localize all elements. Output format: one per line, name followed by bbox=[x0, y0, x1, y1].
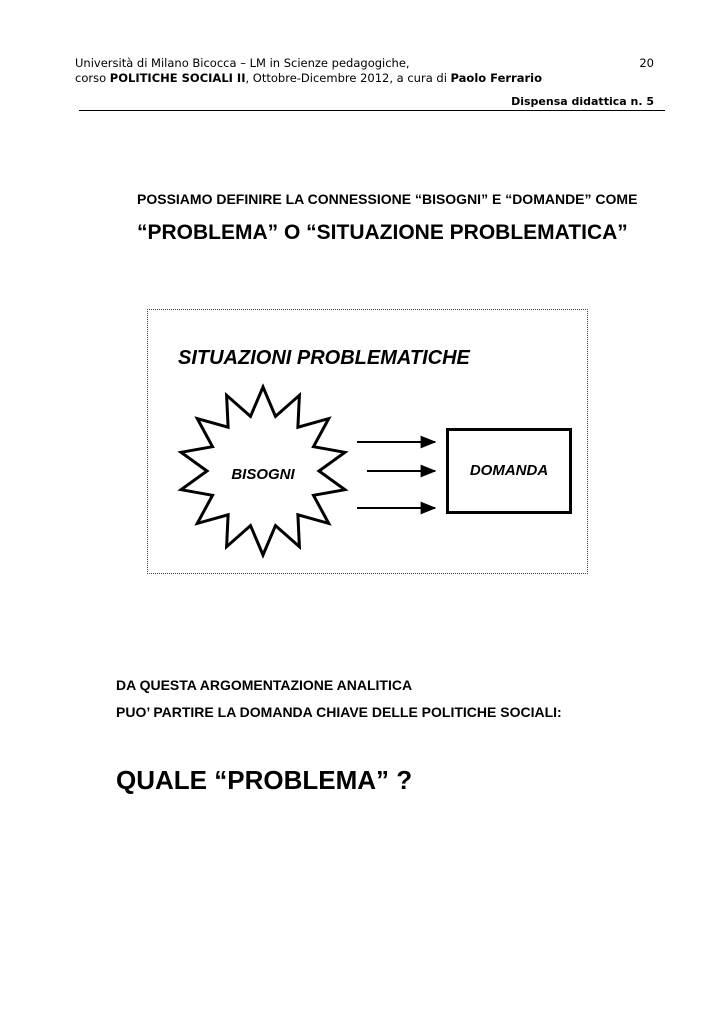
diagram-title: SITUAZIONI PROBLEMATICHE bbox=[178, 347, 470, 369]
conclusion-line-1: DA QUESTA ARGOMENTAZIONE ANALITICA bbox=[116, 677, 413, 693]
intro-line-2: “PROBLEMA” O “SITUAZIONE PROBLEMATICA” bbox=[137, 221, 628, 244]
dispensa-label: Dispensa didattica n. 5 bbox=[511, 95, 654, 108]
header-institution: Università di Milano Bicocca – LM in Scienze pedagogiche, bbox=[75, 56, 410, 70]
bisogni-label: BISOGNI bbox=[231, 466, 295, 483]
header-course-prefix: corso bbox=[75, 71, 110, 85]
intro-line-1: POSSIAMO DEFINIRE LA CONNESSIONE “BISOGNI” E “DOMANDE” COME bbox=[137, 191, 638, 207]
header-author: Paolo Ferrario bbox=[450, 71, 542, 85]
conclusion-line-2: PUO’ PARTIRE LA DOMANDA CHIAVE DELLE POLITICHE SOCIALI: bbox=[116, 704, 562, 720]
domanda-label: DOMANDA bbox=[469, 462, 549, 479]
header-course-dates: , Ottobre-Dicembre 2012, a cura di bbox=[245, 71, 451, 85]
header-course-name: POLITICHE SOCIALI II bbox=[109, 71, 246, 85]
page-number: 20 bbox=[639, 56, 654, 70]
key-question: QUALE “PROBLEMA” ? bbox=[116, 765, 413, 795]
header-course-line bbox=[75, 70, 542, 86]
header-divider bbox=[79, 110, 665, 111]
